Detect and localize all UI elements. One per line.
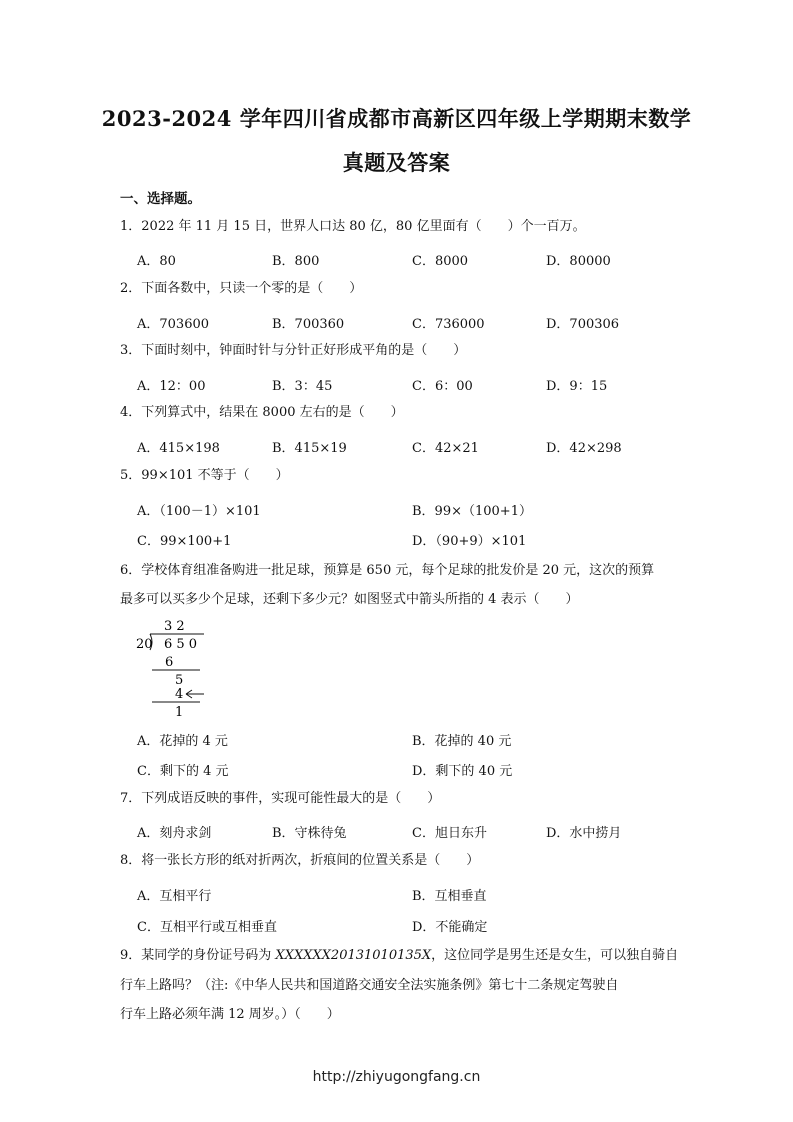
question-9-line3: 行车上路必须年满 12 周岁。）（ ） (120, 1007, 340, 1022)
q6-option-a: A．花掉的 4 元 (137, 734, 228, 749)
question-2: 2．下面各数中，只读一个零的是（ ） (120, 281, 363, 296)
question-4: 4．下列算式中，结果在 8000 左右的是（ ） (120, 405, 404, 420)
q6-option-b: B．花掉的 40 元 (412, 734, 512, 749)
division-divisor: 20 (136, 637, 153, 652)
division-step1: 6 (165, 655, 174, 670)
q2-option-a: A．703600 (137, 317, 210, 332)
q3-option-b: B．3：45 (272, 379, 333, 394)
q8-option-c: C．互相平行或互相垂直 (137, 920, 277, 935)
q4-option-a: A．415×198 (137, 441, 220, 456)
q2-option-d: D．700306 (546, 317, 620, 332)
division-step2: 5 (175, 673, 184, 688)
question-9-line1 (120, 941, 700, 971)
q7-option-b: B．守株待兔 (272, 826, 347, 841)
q9-text-post: ，这位同学是男生还是女生，可以独自骑自 (431, 948, 679, 963)
section-heading: 一、选择题。 (120, 191, 201, 207)
q3-option-d: D．9：15 (546, 379, 608, 394)
long-division-figure (134, 616, 214, 720)
q1-option-b: B．800 (272, 254, 320, 269)
q3-option-a: A．12：00 (137, 379, 206, 394)
q7-option-c: C．旭日东升 (412, 826, 487, 841)
q6-option-c: C．剩下的 4 元 (137, 764, 229, 779)
q1-option-c: C．8000 (412, 254, 469, 269)
page-title: 2023-2024 学年四川省成都市高新区四年级上学期期末数学 (101, 106, 692, 131)
question-7: 7．下列成语反映的事件，实现可能性最大的是（ ） (120, 791, 441, 806)
q8-option-d: D．不能确定 (412, 920, 488, 935)
division-quotient: 3 2 (164, 619, 185, 634)
q1-option-a: A．80 (137, 254, 176, 269)
q8-option-b: B．互相垂直 (412, 889, 487, 904)
q4-option-d: D．42×298 (546, 441, 622, 456)
question-8: 8．将一张长方形的纸对折两次，折痕间的位置关系是（ ） (120, 853, 480, 868)
q9-text-pre: 9．某同学的身份证号码为 (120, 948, 276, 963)
q7-option-d: D．水中捞月 (546, 826, 622, 841)
q6-option-d: D．剩下的 40 元 (412, 764, 513, 779)
q2-option-b: B．700360 (272, 317, 345, 332)
q2-option-c: C．736000 (412, 317, 485, 332)
q8-option-a: A．互相平行 (137, 889, 212, 904)
q5-option-b: B．99×（100+1） (412, 504, 532, 519)
q4-option-c: C．42×21 (412, 441, 479, 456)
q7-option-a: A．刻舟求剑 (137, 826, 212, 841)
q4-option-b: B．415×19 (272, 441, 347, 456)
question-9-line2: 行车上路吗？（注:《中华人民共和国道路交通安全法实施条例》第七十二条规定驾驶自 (120, 978, 619, 993)
division-dividend: 6 5 0 (164, 637, 198, 652)
q5-option-a: A．（100－1）×101 (137, 504, 261, 519)
q5-option-c: C．99×100+1 (137, 534, 232, 549)
question-5: 5．99×101 不等于（ ） (120, 468, 289, 483)
question-6-line2: 最多可以买多少个足球，还剩下多少元？如图竖式中箭头所指的 4 表示（ ） (120, 592, 579, 607)
q9-id-number: XXXXXX20131010135X (275, 948, 432, 963)
division-remainder: 1 (175, 705, 184, 720)
q3-option-c: C．6：00 (412, 379, 473, 394)
question-1: 1．2022 年 11 月 15 日，世界人口达 80 亿，80 亿里面有（ ）个一百万。 (120, 219, 586, 234)
q1-option-d: D．80000 (546, 254, 611, 269)
question-3: 3．下面时刻中，钟面时针与分针正好形成平角的是（ ） (120, 343, 467, 358)
question-6-line1: 6．学校体育组准备购进一批足球，预算是 650 元，每个足球的批发价是 20 元，这次的预算 (120, 563, 655, 578)
division-step3: 4 (175, 687, 184, 702)
page-title-line2: 真题及答案 (342, 150, 451, 175)
q5-option-d: D．（90+9）×101 (412, 534, 527, 549)
footer-url[interactable]: http://zhiyugongfang.cn (312, 1069, 481, 1085)
